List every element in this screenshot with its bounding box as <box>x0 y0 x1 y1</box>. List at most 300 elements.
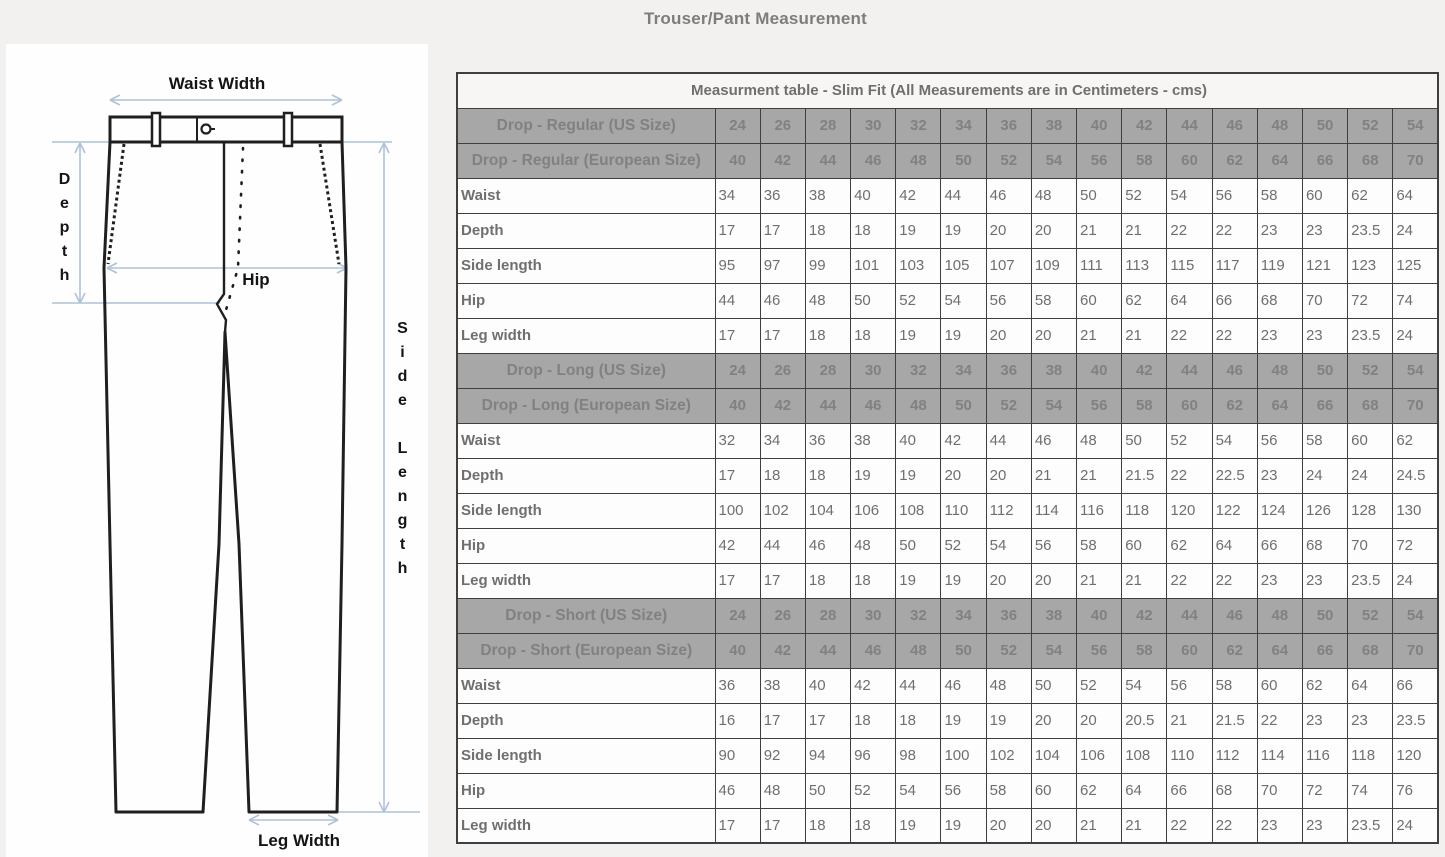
measure-value-cell: 46 <box>1031 423 1076 458</box>
measure-value-cell: 120 <box>1393 738 1438 773</box>
measure-value-cell: 24 <box>1393 563 1438 598</box>
size-cell: 26 <box>760 108 805 143</box>
measure-value-cell: 24 <box>1393 213 1438 248</box>
drop-header-label: Drop - Long (US Size) <box>457 353 715 388</box>
size-cell: 56 <box>1077 388 1122 423</box>
size-cell: 58 <box>1122 143 1167 178</box>
measure-value-cell: 16 <box>715 703 760 738</box>
measure-value-cell: 102 <box>760 493 805 528</box>
size-cell: 26 <box>760 598 805 633</box>
measure-value-cell: 20 <box>1077 703 1122 738</box>
size-cell: 46 <box>851 143 896 178</box>
measure-row-label: Hip <box>457 528 715 563</box>
measure-row <box>457 528 1438 563</box>
size-cell: 46 <box>1212 353 1257 388</box>
belt-loop-left <box>152 113 160 146</box>
measure-value-cell: 44 <box>941 178 986 213</box>
measure-row <box>457 808 1438 843</box>
measure-value-cell: 22 <box>1212 563 1257 598</box>
drop-header-row-us <box>457 598 1438 633</box>
size-cell: 54 <box>1393 108 1438 143</box>
measure-value-cell: 21 <box>1031 458 1076 493</box>
measure-value-cell: 23.5 <box>1393 703 1438 738</box>
measure-value-cell: 23 <box>1257 563 1302 598</box>
size-cell: 38 <box>1031 598 1076 633</box>
measure-value-cell: 50 <box>851 283 896 318</box>
measure-value-cell: 23 <box>1302 703 1347 738</box>
measure-value-cell: 23 <box>1302 808 1347 843</box>
size-table-wrap <box>456 72 1437 844</box>
measure-value-cell: 58 <box>1212 668 1257 703</box>
measure-value-cell: 22 <box>1167 458 1212 493</box>
measure-value-cell: 17 <box>760 318 805 353</box>
measure-value-cell: 23 <box>1257 318 1302 353</box>
size-cell: 66 <box>1302 633 1347 668</box>
size-cell: 40 <box>715 388 760 423</box>
size-cell: 36 <box>986 598 1031 633</box>
measure-value-cell: 17 <box>760 563 805 598</box>
measure-value-cell: 23 <box>1302 213 1347 248</box>
measure-row <box>457 668 1438 703</box>
measure-value-cell: 58 <box>1302 423 1347 458</box>
measure-value-cell: 68 <box>1302 528 1347 563</box>
measure-row <box>457 178 1438 213</box>
measure-value-cell: 48 <box>760 773 805 808</box>
measure-value-cell: 17 <box>715 318 760 353</box>
size-cell: 28 <box>805 108 850 143</box>
measure-value-cell: 58 <box>1077 528 1122 563</box>
size-cell: 62 <box>1212 388 1257 423</box>
measure-value-cell: 121 <box>1302 248 1347 283</box>
measure-value-cell: 18 <box>851 213 896 248</box>
measure-row <box>457 318 1438 353</box>
measure-row <box>457 738 1438 773</box>
measure-value-cell: 18 <box>851 318 896 353</box>
measure-value-cell: 104 <box>1031 738 1076 773</box>
waist-width-label: Waist Width <box>168 74 266 93</box>
measure-value-cell: 46 <box>805 528 850 563</box>
measure-value-cell: 50 <box>1031 668 1076 703</box>
measure-value-cell: 123 <box>1348 248 1393 283</box>
size-cell: 50 <box>1302 108 1347 143</box>
measure-value-cell: 108 <box>1122 738 1167 773</box>
trouser-sketch <box>6 44 428 857</box>
measure-value-cell: 20 <box>986 808 1031 843</box>
size-cell: 30 <box>851 598 896 633</box>
measure-value-cell: 62 <box>1302 668 1347 703</box>
measure-row-label: Depth <box>457 458 715 493</box>
measure-value-cell: 118 <box>1122 493 1167 528</box>
trouser-measurement-diagram <box>6 44 428 857</box>
measure-value-cell: 40 <box>805 668 850 703</box>
measure-value-cell: 60 <box>1348 423 1393 458</box>
size-cell: 38 <box>1031 353 1076 388</box>
measure-row <box>457 563 1438 598</box>
size-cell: 52 <box>1348 353 1393 388</box>
measure-value-cell: 17 <box>715 808 760 843</box>
measure-value-cell: 42 <box>941 423 986 458</box>
table-title: Measurment table - Slim Fit (All Measurements are in Centimeters - cms) <box>457 73 1438 108</box>
measure-value-cell: 64 <box>1167 283 1212 318</box>
size-cell: 42 <box>1122 108 1167 143</box>
measure-value-cell: 44 <box>715 283 760 318</box>
measure-value-cell: 18 <box>851 703 896 738</box>
size-cell: 56 <box>1077 143 1122 178</box>
measure-value-cell: 19 <box>896 563 941 598</box>
measure-row-label: Waist <box>457 423 715 458</box>
size-cell: 50 <box>1302 598 1347 633</box>
measure-value-cell: 20 <box>1031 563 1076 598</box>
measure-value-cell: 60 <box>1257 668 1302 703</box>
measure-value-cell: 107 <box>986 248 1031 283</box>
measure-value-cell: 58 <box>1257 178 1302 213</box>
measure-value-cell: 52 <box>1122 178 1167 213</box>
measure-value-cell: 120 <box>1167 493 1212 528</box>
measure-value-cell: 20 <box>1031 703 1076 738</box>
measure-value-cell: 62 <box>1393 423 1438 458</box>
measure-value-cell: 108 <box>896 493 941 528</box>
measure-value-cell: 64 <box>1212 528 1257 563</box>
size-cell: 30 <box>851 108 896 143</box>
measure-value-cell: 68 <box>1212 773 1257 808</box>
measure-value-cell: 130 <box>1393 493 1438 528</box>
size-cell: 38 <box>1031 108 1076 143</box>
drop-header-row-eu <box>457 143 1438 178</box>
measure-value-cell: 18 <box>805 318 850 353</box>
measure-value-cell: 40 <box>896 423 941 458</box>
size-cell: 50 <box>1302 353 1347 388</box>
measure-value-cell: 42 <box>896 178 941 213</box>
trouser-outline <box>104 113 346 812</box>
drop-header-row-eu <box>457 388 1438 423</box>
measure-value-cell: 21 <box>1077 563 1122 598</box>
size-cell: 48 <box>896 633 941 668</box>
measure-value-cell: 44 <box>896 668 941 703</box>
size-cell: 44 <box>805 633 850 668</box>
measure-value-cell: 42 <box>851 668 896 703</box>
measure-value-cell: 114 <box>1031 493 1076 528</box>
size-cell: 70 <box>1393 633 1438 668</box>
hip-label: Hip <box>242 270 270 289</box>
measure-value-cell: 58 <box>1031 283 1076 318</box>
measure-value-cell: 117 <box>1212 248 1257 283</box>
measure-value-cell: 102 <box>986 738 1031 773</box>
size-cell: 32 <box>896 108 941 143</box>
size-cell: 42 <box>1122 353 1167 388</box>
measure-value-cell: 21 <box>1122 563 1167 598</box>
size-cell: 24 <box>715 598 760 633</box>
size-cell: 54 <box>1031 633 1076 668</box>
belt-loop-right <box>284 113 292 146</box>
measure-value-cell: 119 <box>1257 248 1302 283</box>
measure-value-cell: 17 <box>715 563 760 598</box>
measure-value-cell: 36 <box>760 178 805 213</box>
measure-value-cell: 101 <box>851 248 896 283</box>
size-cell: 60 <box>1167 388 1212 423</box>
size-cell: 44 <box>1167 598 1212 633</box>
measure-value-cell: 18 <box>896 703 941 738</box>
size-cell: 46 <box>1212 108 1257 143</box>
measure-row <box>457 283 1438 318</box>
measure-value-cell: 19 <box>941 563 986 598</box>
measure-value-cell: 96 <box>851 738 896 773</box>
measure-value-cell: 22 <box>1167 213 1212 248</box>
measure-value-cell: 18 <box>805 458 850 493</box>
size-cell: 52 <box>986 143 1031 178</box>
measure-value-cell: 104 <box>805 493 850 528</box>
measure-value-cell: 54 <box>1212 423 1257 458</box>
size-cell: 42 <box>760 633 805 668</box>
measure-value-cell: 19 <box>941 808 986 843</box>
measure-value-cell: 21.5 <box>1212 703 1257 738</box>
size-cell: 58 <box>1122 388 1167 423</box>
measure-value-cell: 64 <box>1393 178 1438 213</box>
measure-value-cell: 23 <box>1302 318 1347 353</box>
size-cell: 46 <box>851 388 896 423</box>
measure-value-cell: 34 <box>760 423 805 458</box>
size-cell: 48 <box>896 388 941 423</box>
size-cell: 48 <box>1257 353 1302 388</box>
depth-label: Depth <box>56 171 73 291</box>
measure-value-cell: 23 <box>1257 213 1302 248</box>
measure-value-cell: 54 <box>1167 178 1212 213</box>
measure-value-cell: 125 <box>1393 248 1438 283</box>
measure-value-cell: 52 <box>941 528 986 563</box>
measure-value-cell: 18 <box>760 458 805 493</box>
measure-row-label: Leg width <box>457 808 715 843</box>
measure-value-cell: 97 <box>760 248 805 283</box>
measure-value-cell: 100 <box>715 493 760 528</box>
drop-header-label: Drop - Regular (European Size) <box>457 143 715 178</box>
measure-value-cell: 21 <box>1122 808 1167 843</box>
measure-row <box>457 773 1438 808</box>
size-cell: 40 <box>1077 598 1122 633</box>
measure-value-cell: 22 <box>1167 563 1212 598</box>
measure-value-cell: 50 <box>1122 423 1167 458</box>
measure-value-cell: 20 <box>1031 318 1076 353</box>
measure-value-cell: 23.5 <box>1348 213 1393 248</box>
measure-row-label: Depth <box>457 703 715 738</box>
waist-button <box>202 125 211 134</box>
measure-value-cell: 60 <box>1122 528 1167 563</box>
measure-value-cell: 19 <box>896 213 941 248</box>
size-cell: 40 <box>715 143 760 178</box>
measure-value-cell: 66 <box>1257 528 1302 563</box>
measure-row-label: Waist <box>457 178 715 213</box>
size-cell: 34 <box>941 108 986 143</box>
measure-value-cell: 42 <box>715 528 760 563</box>
measure-value-cell: 126 <box>1302 493 1347 528</box>
measurement-table-body <box>457 73 1438 843</box>
table-title-row <box>457 73 1438 108</box>
measure-value-cell: 20 <box>986 458 1031 493</box>
measure-row-label: Side length <box>457 493 715 528</box>
measure-value-cell: 106 <box>851 493 896 528</box>
measure-value-cell: 17 <box>760 808 805 843</box>
measure-value-cell: 54 <box>941 283 986 318</box>
size-cell: 52 <box>1348 108 1393 143</box>
measure-value-cell: 112 <box>1212 738 1257 773</box>
measure-value-cell: 23.5 <box>1348 318 1393 353</box>
measure-value-cell: 21.5 <box>1122 458 1167 493</box>
measure-value-cell: 115 <box>1167 248 1212 283</box>
measure-value-cell: 62 <box>1122 283 1167 318</box>
measurement-table <box>456 72 1439 844</box>
size-cell: 62 <box>1212 143 1257 178</box>
size-cell: 42 <box>760 143 805 178</box>
measure-value-cell: 46 <box>986 178 1031 213</box>
measure-value-cell: 52 <box>1167 423 1212 458</box>
measure-value-cell: 58 <box>986 773 1031 808</box>
size-cell: 50 <box>941 633 986 668</box>
measure-value-cell: 38 <box>805 178 850 213</box>
measure-value-cell: 98 <box>896 738 941 773</box>
size-cell: 48 <box>896 143 941 178</box>
measure-value-cell: 50 <box>896 528 941 563</box>
measure-row-label: Side length <box>457 248 715 283</box>
measure-value-cell: 70 <box>1302 283 1347 318</box>
size-cell: 60 <box>1167 633 1212 668</box>
measure-value-cell: 22 <box>1167 318 1212 353</box>
measure-value-cell: 21 <box>1122 318 1167 353</box>
measure-value-cell: 19 <box>896 458 941 493</box>
measure-value-cell: 24 <box>1393 808 1438 843</box>
measure-value-cell: 18 <box>805 213 850 248</box>
measure-value-cell: 24.5 <box>1393 458 1438 493</box>
size-cell: 28 <box>805 353 850 388</box>
size-cell: 36 <box>986 353 1031 388</box>
size-cell: 50 <box>941 143 986 178</box>
measure-value-cell: 22 <box>1167 808 1212 843</box>
measure-value-cell: 56 <box>1212 178 1257 213</box>
measure-value-cell: 70 <box>1348 528 1393 563</box>
size-cell: 64 <box>1257 633 1302 668</box>
size-cell: 66 <box>1302 143 1347 178</box>
measure-value-cell: 52 <box>896 283 941 318</box>
drop-header-label: Drop - Short (US Size) <box>457 598 715 633</box>
measure-value-cell: 32 <box>715 423 760 458</box>
measure-value-cell: 17 <box>760 213 805 248</box>
measure-row-label: Waist <box>457 668 715 703</box>
measure-value-cell: 23.5 <box>1348 808 1393 843</box>
measure-value-cell: 20 <box>1031 808 1076 843</box>
measure-value-cell: 54 <box>986 528 1031 563</box>
measure-value-cell: 18 <box>805 563 850 598</box>
measure-value-cell: 46 <box>715 773 760 808</box>
measure-value-cell: 128 <box>1348 493 1393 528</box>
measure-value-cell: 124 <box>1257 493 1302 528</box>
measure-value-cell: 40 <box>851 178 896 213</box>
measure-value-cell: 50 <box>1077 178 1122 213</box>
size-cell: 64 <box>1257 143 1302 178</box>
measure-value-cell: 21 <box>1077 318 1122 353</box>
measure-row <box>457 423 1438 458</box>
measure-value-cell: 44 <box>986 423 1031 458</box>
measure-value-cell: 56 <box>986 283 1031 318</box>
measure-row-label: Side length <box>457 738 715 773</box>
measure-value-cell: 113 <box>1122 248 1167 283</box>
measure-value-cell: 62 <box>1077 773 1122 808</box>
measure-value-cell: 18 <box>851 808 896 843</box>
measure-value-cell: 64 <box>1122 773 1167 808</box>
measure-value-cell: 17 <box>715 458 760 493</box>
measure-value-cell: 110 <box>941 493 986 528</box>
measure-value-cell: 72 <box>1348 283 1393 318</box>
measure-value-cell: 70 <box>1257 773 1302 808</box>
size-cell: 68 <box>1348 143 1393 178</box>
measure-value-cell: 22 <box>1212 318 1257 353</box>
measure-value-cell: 18 <box>851 563 896 598</box>
size-cell: 46 <box>851 633 896 668</box>
measure-value-cell: 20 <box>986 213 1031 248</box>
measure-row <box>457 703 1438 738</box>
measure-value-cell: 94 <box>805 738 850 773</box>
measure-value-cell: 109 <box>1031 248 1076 283</box>
drop-header-row-us <box>457 108 1438 143</box>
size-cell: 34 <box>941 353 986 388</box>
size-cell: 30 <box>851 353 896 388</box>
measure-value-cell: 105 <box>941 248 986 283</box>
measure-value-cell: 48 <box>986 668 1031 703</box>
measure-value-cell: 56 <box>1257 423 1302 458</box>
measure-value-cell: 24 <box>1348 458 1393 493</box>
measure-row-label: Depth <box>457 213 715 248</box>
measure-value-cell: 19 <box>941 318 986 353</box>
measure-value-cell: 112 <box>986 493 1031 528</box>
measure-value-cell: 66 <box>1167 773 1212 808</box>
measure-value-cell: 18 <box>805 808 850 843</box>
size-cell: 54 <box>1031 143 1076 178</box>
measure-value-cell: 54 <box>896 773 941 808</box>
size-cell: 32 <box>896 353 941 388</box>
measure-value-cell: 19 <box>941 213 986 248</box>
size-cell: 48 <box>1257 108 1302 143</box>
size-cell: 40 <box>1077 353 1122 388</box>
measure-value-cell: 74 <box>1348 773 1393 808</box>
measure-value-cell: 48 <box>1031 178 1076 213</box>
measure-value-cell: 76 <box>1393 773 1438 808</box>
measure-value-cell: 17 <box>715 213 760 248</box>
size-cell: 70 <box>1393 143 1438 178</box>
size-cell: 32 <box>896 598 941 633</box>
measure-value-cell: 95 <box>715 248 760 283</box>
size-cell: 68 <box>1348 633 1393 668</box>
measure-value-cell: 60 <box>1302 178 1347 213</box>
measure-value-cell: 116 <box>1302 738 1347 773</box>
measure-value-cell: 54 <box>1122 668 1167 703</box>
measure-value-cell: 23 <box>1257 458 1302 493</box>
measure-value-cell: 46 <box>941 668 986 703</box>
measure-value-cell: 72 <box>1302 773 1347 808</box>
size-cell: 42 <box>1122 598 1167 633</box>
measure-row-label: Hip <box>457 773 715 808</box>
measure-value-cell: 50 <box>805 773 850 808</box>
drop-header-label: Drop - Long (European Size) <box>457 388 715 423</box>
measure-value-cell: 52 <box>1077 668 1122 703</box>
size-cell: 36 <box>986 108 1031 143</box>
measure-value-cell: 56 <box>1167 668 1212 703</box>
measure-value-cell: 21 <box>1167 703 1212 738</box>
drop-header-label: Drop - Short (European Size) <box>457 633 715 668</box>
measure-value-cell: 122 <box>1212 493 1257 528</box>
measure-value-cell: 22 <box>1212 213 1257 248</box>
measure-value-cell: 23 <box>1348 703 1393 738</box>
measure-value-cell: 111 <box>1077 248 1122 283</box>
measure-value-cell: 20 <box>986 318 1031 353</box>
leg-width-label: Leg Width <box>258 831 340 850</box>
size-cell: 54 <box>1393 598 1438 633</box>
measure-value-cell: 21 <box>1077 213 1122 248</box>
